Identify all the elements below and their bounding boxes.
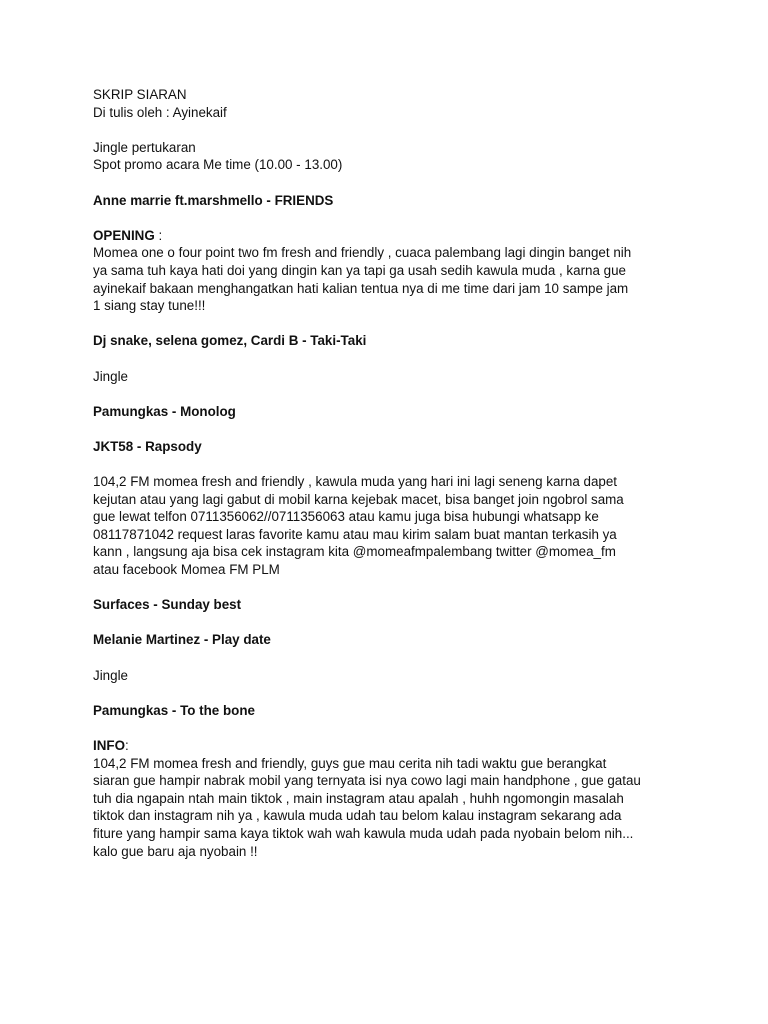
paragraph-line: ayinekaif bakaan menghangatkan hati kalian tentua nya di me time dari jam 10 sampe jam	[93, 280, 629, 296]
info-paragraph	[93, 755, 713, 861]
spacer	[93, 455, 713, 473]
info-label: INFO	[93, 737, 125, 753]
paragraph-line: Momea one o four point two fm fresh and friendly , cuaca palembang lagi dingin banget nih	[93, 245, 632, 261]
info-colon: :	[125, 737, 129, 753]
song-title: Melanie Martinez - Play date	[93, 632, 271, 648]
jingle-transition: Jingle pertukaran	[93, 139, 196, 155]
author-line: Di tulis oleh : Ayinekaif	[93, 104, 227, 120]
song-title: Anne marrie ft.marshmello - FRIENDS	[93, 192, 334, 208]
spacer	[93, 174, 713, 192]
opening-label: OPENING	[93, 227, 155, 243]
paragraph-line: ya sama tuh kaya hati doi yang dingin kan ya tapi ga usah sedih kawula muda , karna gue	[93, 262, 626, 278]
paragraph-line: 08117871042 request laras favorite kamu atau mau kirim salam buat mantan terkasih ya	[93, 526, 617, 542]
info-heading	[93, 737, 713, 755]
jingle-cue: Jingle	[93, 667, 128, 683]
paragraph-line: 1 siang stay tune!!!	[93, 298, 206, 314]
opening-paragraph	[93, 244, 713, 314]
paragraph-line: fiture yang hampir sama kaya tiktok wah wah kawula muda udah pada nyobain belom nih...	[93, 825, 634, 841]
paragraph-line: kejutan atau yang lagi gabut di mobil karna kejebak macet, bisa banget join ngobrol sama	[93, 491, 624, 507]
opening-colon: :	[154, 227, 163, 243]
paragraph-line: siaran gue hampir nabrak mobil yang ternyata isi nya cowo lagi main handphone , gue gatau	[93, 773, 641, 789]
song-title: Surfaces - Sunday best	[93, 597, 242, 613]
spacer	[93, 121, 713, 139]
spacer	[93, 614, 713, 632]
paragraph-line: kann , langsung aja bisa cek instagram kita @momeafmpalembang twitter @momea_fm	[93, 544, 616, 560]
spacer	[93, 649, 713, 667]
spacer	[93, 719, 713, 737]
spacer	[93, 684, 713, 702]
talk-paragraph	[93, 473, 713, 579]
spacer	[93, 385, 713, 403]
spacer	[93, 350, 713, 368]
opening-heading	[93, 227, 713, 245]
paragraph-line: kalo gue baru aja nyobain !!	[93, 843, 258, 859]
song-title: Pamungkas - Monolog	[93, 403, 236, 419]
song-title: JKT58 - Rapsody	[93, 438, 202, 454]
song-title: Pamungkas - To the bone	[93, 702, 255, 718]
paragraph-line: 104,2 FM momea fresh and friendly , kawula muda yang hari ini lagi seneng karna dapet	[93, 474, 618, 490]
paragraph-line: gue lewat telfon 0711356062//0711356063 atau kamu juga bisa hubungi whatsapp ke	[93, 509, 599, 525]
paragraph-line: tuh dia ngapain ntah main tiktok , main instagram atau apalah , huhh ngomongin masalah	[93, 790, 624, 806]
document-title: SKRIP SIARAN	[93, 87, 187, 102]
paragraph-line: 104,2 FM momea fresh and friendly, guys gue mau cerita nih tadi waktu gue berangkat	[93, 755, 607, 771]
script-document	[93, 86, 713, 860]
song-title: Dj snake, selena gomez, Cardi B - Taki-Taki	[93, 333, 367, 349]
spacer	[93, 420, 713, 438]
spot-promo: Spot promo acara Me time (10.00 - 13.00)	[93, 157, 343, 173]
spacer	[93, 315, 713, 333]
paragraph-line: atau facebook Momea FM PLM	[93, 562, 280, 578]
paragraph-line: tiktok dan instagram nih ya , kawula muda udah tau belom kalau instagram sekarang ada	[93, 808, 622, 824]
jingle-cue: Jingle	[93, 368, 128, 384]
spacer	[93, 209, 713, 227]
spacer	[93, 579, 713, 597]
